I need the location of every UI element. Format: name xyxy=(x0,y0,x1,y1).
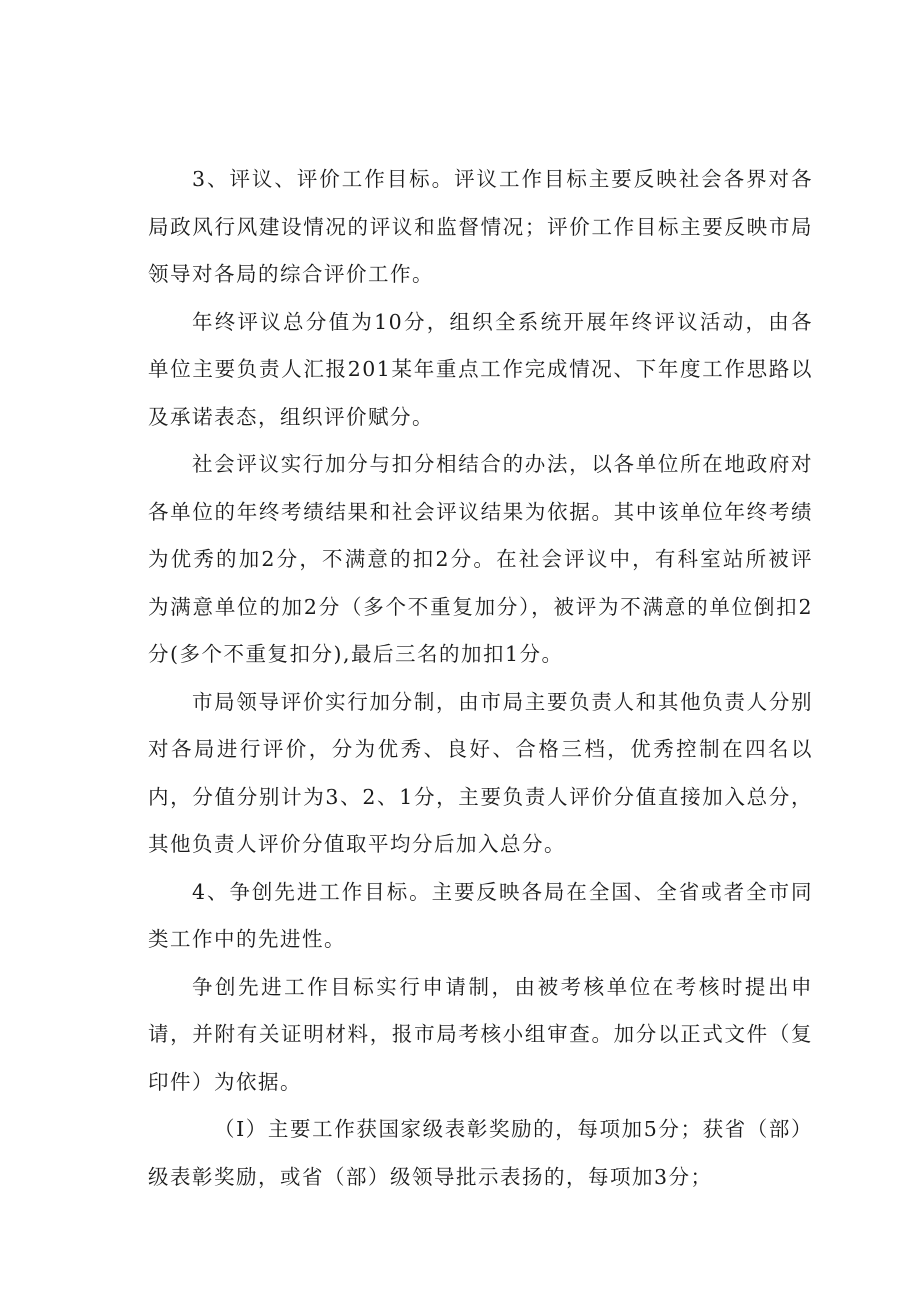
document-body xyxy=(148,156,813,1201)
paragraph-evaluation-goals: 3、评议、评价工作目标。评议工作目标主要反映社会各界对各局政风行风建设情况的评议和监督情况；评价工作目标主要反映市局领导对各局的综合评价工作。 xyxy=(148,167,813,286)
paragraph-application-system: 争创先进工作目标实行申请制，由被考核单位在考核时提出申请，并附有关证明材料，报市局考核小组审查。加分以正式文件（复印件）为依据。 xyxy=(148,974,813,1094)
paragraph-social-review: 社会评议实行加分与扣分相结合的办法，以各单位所在地政府对各单位的年终考绩结果和社会评议结果为依据。其中该单位年终考绩为优秀的加2分，不满意的扣2分。在社会评议中，有科室站所被评为满意单位的加2分（多个不重复加分），被评为不满意的单位倒扣2分(多个不重复扣分),最后三名的加扣1分。 xyxy=(148,452,813,666)
paragraph-year-end-review: 年终评议总分值为10分，组织全系统开展年终评议活动，由各单位主要负责人汇报201某年重点工作完成情况、下年度工作思路以及承诺表态，组织评价赋分。 xyxy=(148,309,813,429)
paragraph-national-awards: （I）主要工作获国家级表彰奖励的，每项加5分；获省（部）级表彰奖励，或省（部）级领导批示表扬的，每项加3分； xyxy=(148,1117,813,1189)
paragraph-leadership-evaluation: 市局领导评价实行加分制，由市局主要负责人和其他负责人分别对各局进行评价，分为优秀、良好、合格三档，优秀控制在四名以内，分值分别计为3、2、1分，主要负责人评价分值直接加入总分，其他负责人评价分值取平均分后加入总分。 xyxy=(148,689,813,856)
paragraph-advanced-work-goals: 4、争创先进工作目标。主要反映各局在全国、全省或者全市同类工作中的先进性。 xyxy=(148,879,813,951)
